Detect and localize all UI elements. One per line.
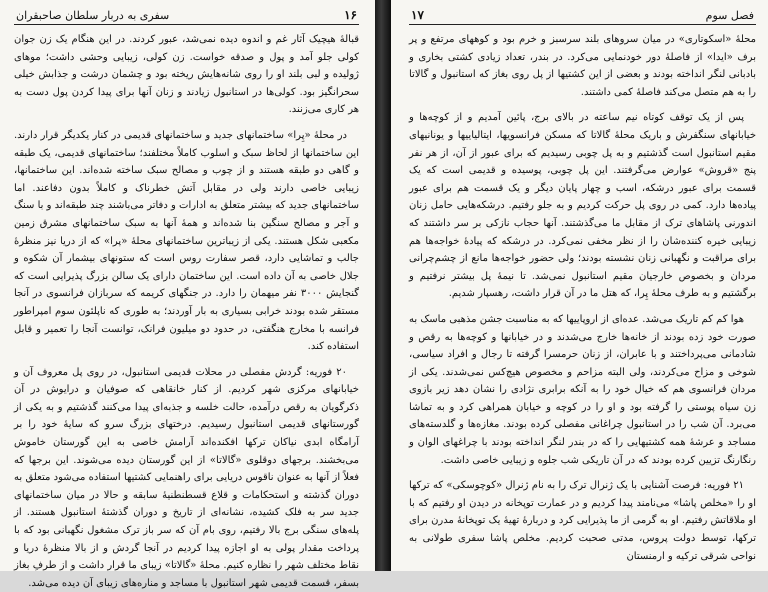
left-page-header	[14, 8, 359, 25]
right-paragraph-3: هوا کم کم تاریک می‌شد. عده‌ای از اروپاییها که به مناسبت جشن مذهبی ماسک به صورت خود زده بودند از خانه‌ها خارج می‌شدند و در خیابانها و کوچه‌ها به رقص و شادمانی می‌پرداختند و با عابران، از زنان حرمسرا گرفته تا رجال و افراد سیاسی، شوخی و مزاح می‌کردند، ولی البته مزاحم و مخصوص هیچ‌کس نمی‌شدند. یکی از مردان فرانسوی هم که خیال خود را به آنکه برابری نژادی را نشان دهد زیر بازوی زن سیاه پوستی را گرفته بود و او را در کوچه و خیابان همراهی کرد و به تماشا می‌برد. آن شب را در استانبول چراغانی مفصلی کرده بودند. مغازه‌ها و گلدسته‌های مساجد و عرشهٔ همه کشتیهایی را که در بندر لنگر انداخته بودند با چراغهای الوان و رنگارنگ تزیین کرده بودند که در آن تاریکی شب جلوه و زیبایی خاصی داشت.	[409, 313, 756, 466]
left-paragraph-1: قبالهٔ هیچیک آثار غم و اندوه دیده نمی‌شد، عبور کردند. در این هنگام یک زن جوان کولی جلو آمد و پول و صدقه خواست. زن کولی، زیبایی وحشی داشت؛ موهای ژولیده و لبی بلند او را روی شانه‌هایش ریخته بود و چشمان درشت و جذابش خیلی سحرانگیز بود. کولی‌ها در استانبول زیادند و زنان آنها برای پیدا کردن پول دست به هر کاری می‌زنند.	[14, 34, 359, 116]
right-running-title: فصل سوم	[705, 9, 754, 22]
right-paragraph-4: ۲۱ فوریه: فرصت آشنایی با یک ژنرال ترک را به نام ژنرال «کوچوسکی» که ترکها او را «مخلص پاشا» می‌نامند پیدا کردیم و در عمارت توپخانه در دیدن او رفتیم که با او ملاقاتش رفتیم. او به گرمی از ما پذیرایی کرد و دربارهٔ تهیهٔ یک توپخانهٔ مدرن برای ترکها، توسط دولت پروس، مدتی صحبت کردیم. مخلص پاشا سفری طولانی به نواحی شرقی ترکیه و ارمنستان	[409, 480, 756, 562]
right-page	[391, 0, 768, 571]
book-gutter	[375, 0, 391, 571]
right-page-body	[409, 31, 756, 565]
right-paragraph-1: محلهٔ «اسکوتاری» در میان سروهای بلند سرسبز و خرم بود و کوههای مرتفع و پر برف «ایدا» از فاصلهٔ دور خودنمایی می‌کرد. در بندر، تعداد زیادی کشتی بخاری و بادبانی لنگر انداخته بودند و بعضی از این کشتیها از پل روی بغاز که استانبول و گالاتا را به هم متصل می‌کند فاصلهٔ کمی داشتند.	[409, 34, 756, 98]
left-page-body	[14, 31, 359, 592]
left-paragraph-2: در محلهٔ «پِرا» ساختمانهای جدید و ساختمانهای قدیمی در کنار یکدیگر قرار دارند. این ساختمانها از لحاظ سبک و اسلوب کاملاً مختلفند؛ ساختمانهای قدیمی، یک طبقه و گاهی دو طبقه هستند و از چوب و مصالح سبک ساخته شده‌اند. این ساختمانها، زیبایی خاصی دارند ولی در مقابل آتش خطرناک و کاملاً بدون دفاعند. اما ساختمانهای جدید که بیشتر متعلق به ادارات و دفاتر می‌باشند چند طبقه‌اند و با سنگ و آجر و مصالح سنگین بنا شده‌اند و همهٔ آنها به سبک ساختمانهای مشرق زمین مکعبی شکل هستند. یکی از زیباترین ساختمانهای محلهٔ «پرا» که از دریا نیز منظرهٔ جالب و تماشایی دارد، قصر سفارت روس است که ستونهای بیشمار آن شکوه و جلال خاصی به آن داده است. این ساختمان دارای یک سالن بزرگ پذیرایی است که گنجایش ۳۰۰۰ نفر میهمان را دارد. در جنگهای کریمه که سربازان فرانسوی در آنجا مستقر شده بودند خرابی بسیاری به بار آوردند؛ به طوری که ناپلئون سوم امپراطور فرانسه با مخارج هنگفتی، در حدود دو میلیون فرانک، توانست آنجا را تعمیر و قابل استفاده کند.	[14, 129, 359, 353]
right-page-number: ۱۷	[411, 8, 424, 22]
left-page-number: ۱۶	[344, 8, 357, 22]
left-running-title: سفری به دربار سلطان صاحبقران	[16, 9, 170, 22]
left-page	[0, 0, 375, 589]
left-paragraph-3: ۲۰ فوریه: گردش مفصلی در محلات قدیمی استانبول، در روی پل معروف آن و خیابانهای مرکزی شهر کردیم. از کنار خانقاهی که صوفیان و درایوش در آن ذکرگویان به رقص درآمده، حالت خلسه و جذبه‌ای پیدا می‌کنند گذشتیم و به یکی از گورستانهای قدیمی استانبول رسیدیم. درختهای بزرگ سرو که سایهٔ خود را بر آرامگاه ابدی نیاکان ترکها افکنده‌اند آرامش خاصی به این گورستان خاموش می‌بخشند. برجهای دوقلوی «گالاتا» از این گورستان دیده می‌شوند. این برجها که فعلاً از آنها به عنوان ناقوس دریایی برای راهنمایی کشتیها استفاده می‌شود متعلق به دوران گذشته و استحکامات و قلاع قسطنطنیهٔ سابقه و حالا در میان ساختمانهای جدید سر به فلک کشیده، نشانه‌ای از تاریخ و دوران گذشتهٔ استانبول هستند. از پله‌های سنگی برج بالا رفتیم، روی بام آن که سر باز ترک مشغول نگهبانی بود که با پرداخت مقدار پولی به او اجازه پیدا کردیم در آنجا گردش و از بالا منظرهٔ دریا و نقاط مختلف شهر را نظاره کنیم. محلهٔ «گالاتا» زیبای ما قرار داشت و از طرفِ بغاز بسفر، قسمت قدیمی شهر استانبول با مساجد و مناره‌های زیبای آن دیده می‌شد.	[14, 366, 359, 589]
right-paragraph-2: پس از یک توقف کوتاه نیم ساعته در بالای برج، پائین آمدیم و از کوچه‌ها و خیابانهای سنگفرش و باریک محلهٔ گالاتا که مسکن فرانسویها، ایتالیاییها و یونانیهای مقیم استانبول است گذشتیم و به پل چوبی رسیدیم که برای عبور از آن، از هر نفر پنج «قروش» عوارض می‌گرفتند. این پل چوبی، پوسیده و قدیمی است که یک قسمت برای عبور درشکه، اسب و چهار پایان دیگر و یک قسمت هم برای عبور پیاده‌ها دارد. کمی در روی پل حرکت کردیم و به جلو رفتیم. درشکه‌هایی حامل زنان اندورنی پاشاهای ترک از مقابل ما می‌گذشتند. آنها حجاب نازکی بر سر داشتند که زیبایی خیره کننده‌شان را از نظر مخفی نمی‌کرد. در درشکه که پیادهٔ خواجه‌ها هم برای مراقبت و نگهبانی زنان نشسته بودند؛ ولی حضور خواجه‌ها مانع از چشم‌چرانی مردان و بخصوص خارجیان مقیم استانبول نمی‌شد. تا نیمهٔ پل بیشتر نرفتیم و برگشتیم و به طرف محلهٔ پِرا، که هتل ما در آن قرار داشت، رهسپار شدیم.	[409, 112, 756, 300]
right-page-header	[409, 8, 756, 25]
